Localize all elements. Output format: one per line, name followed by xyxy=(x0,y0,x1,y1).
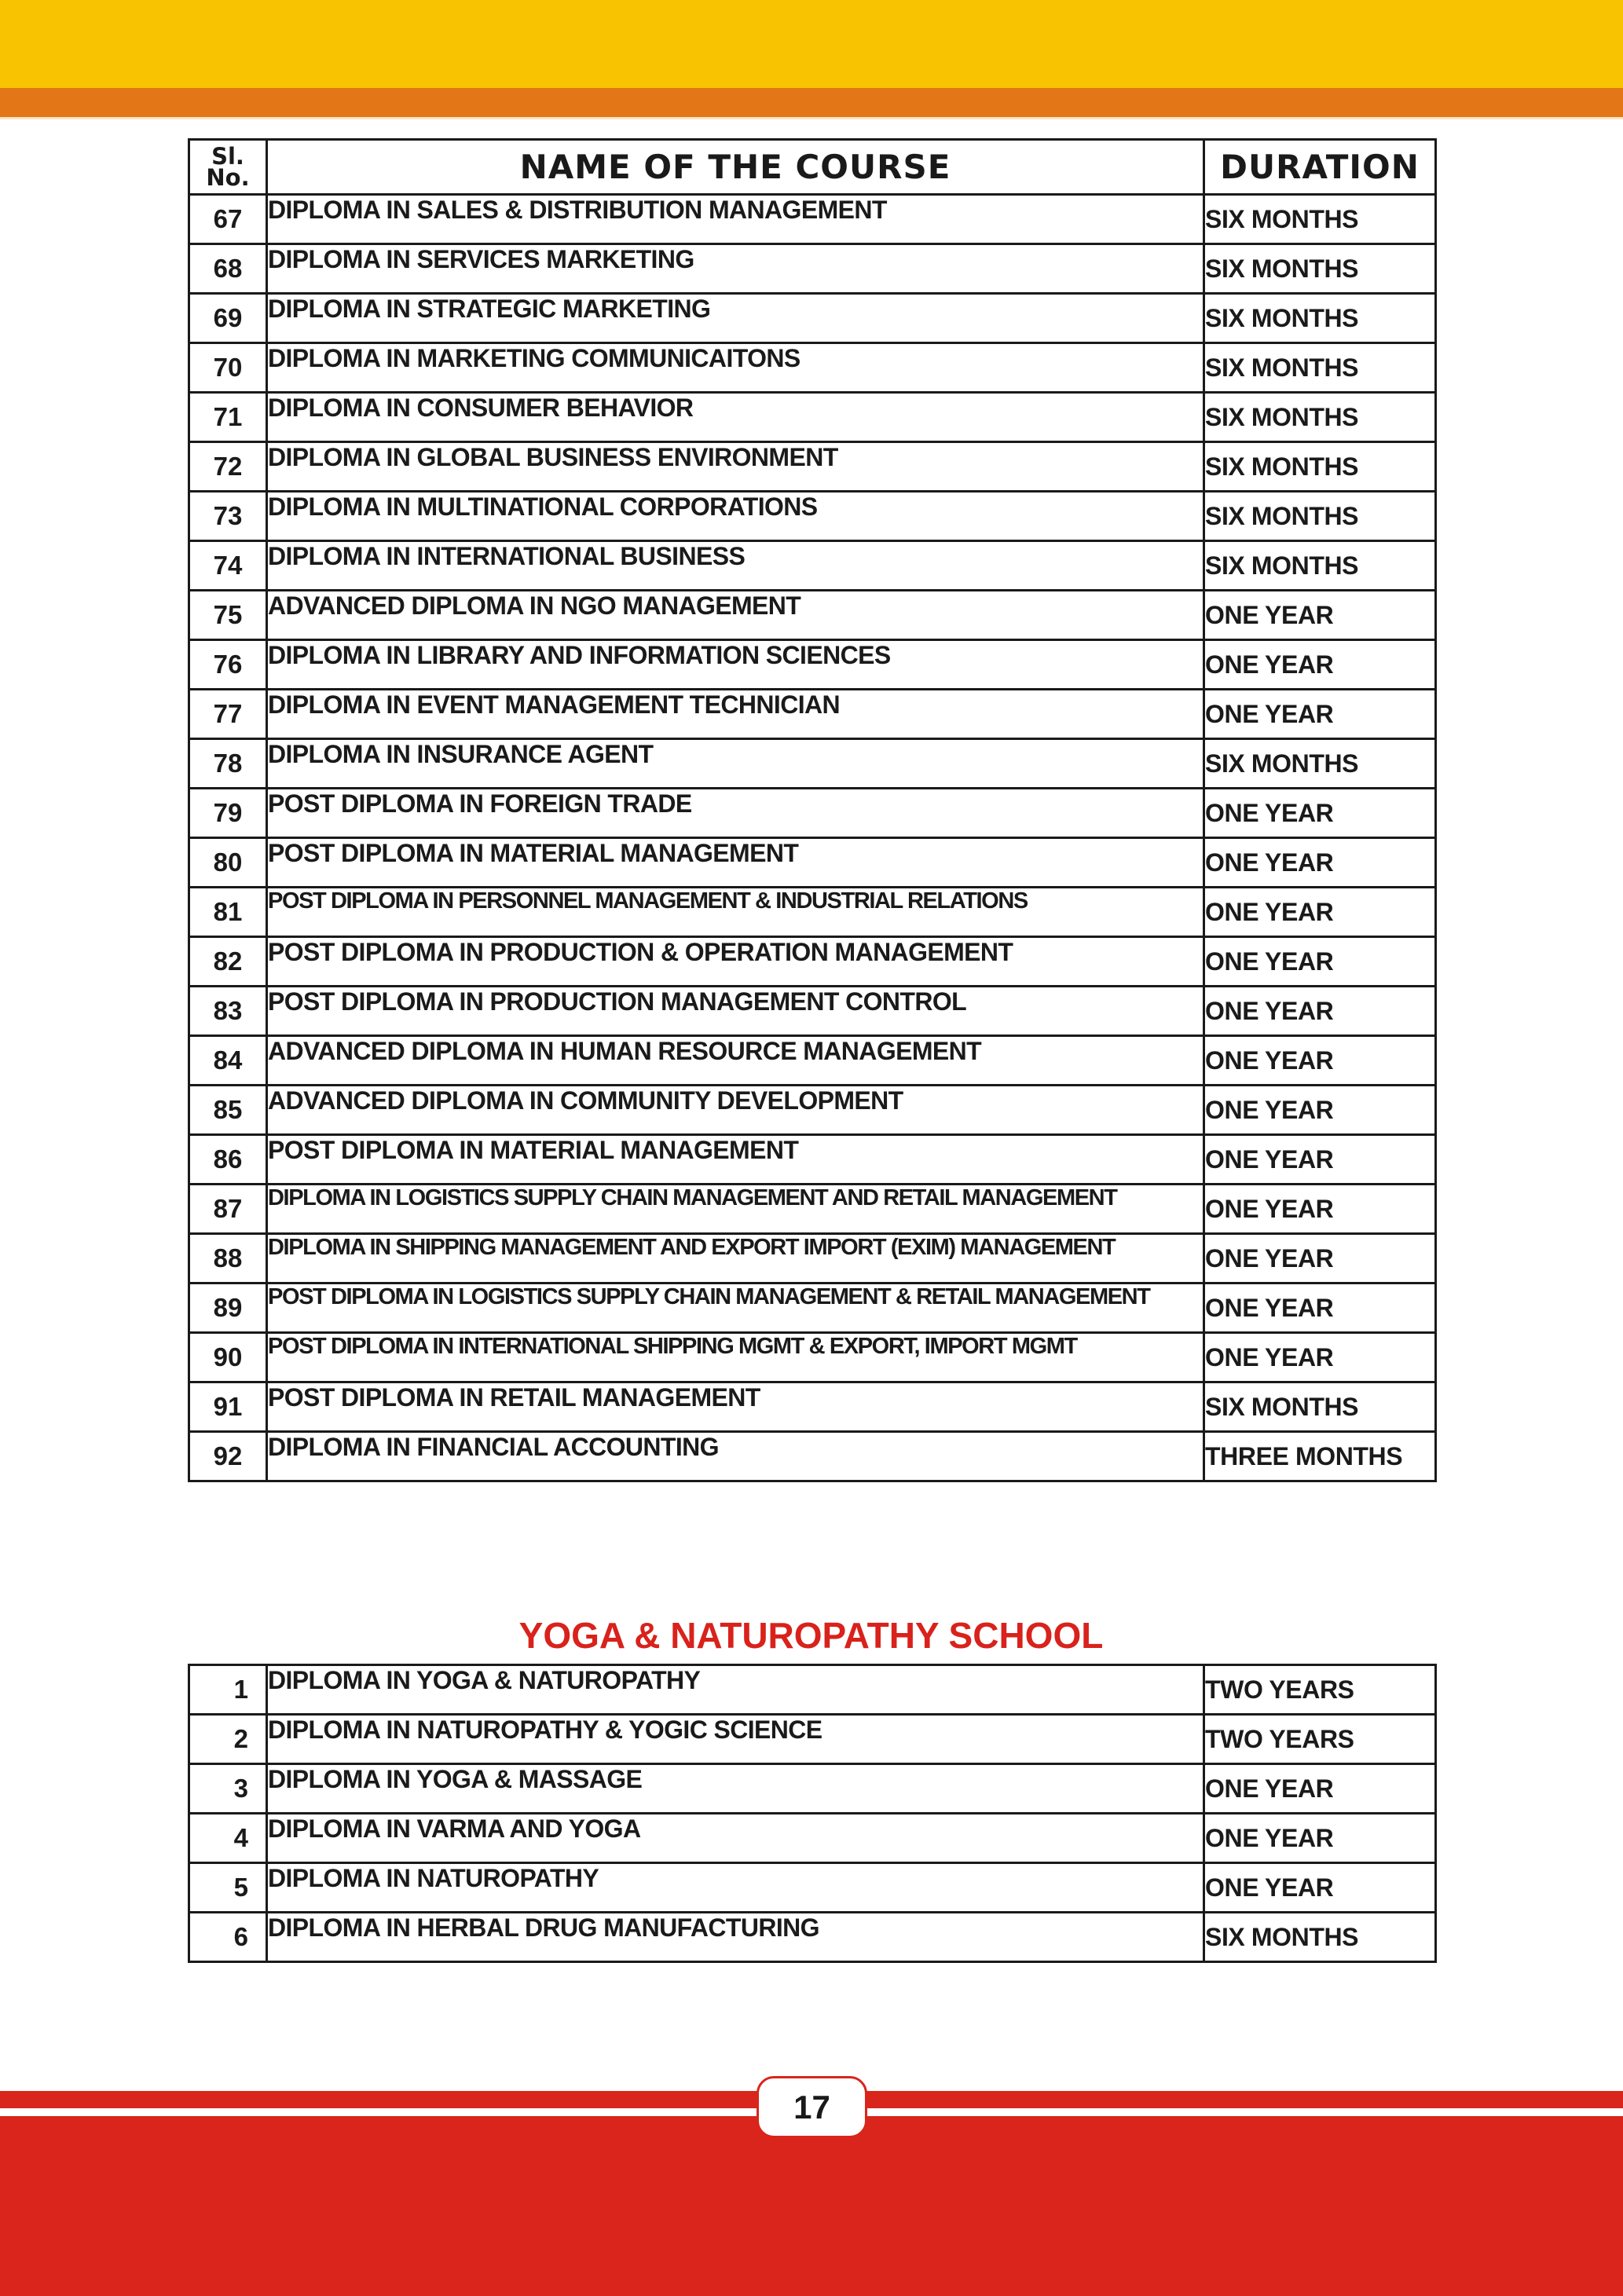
table-row xyxy=(189,789,1436,838)
course-name: DIPLOMA IN MARKETING COMMUNICAITONS xyxy=(267,343,1204,393)
serial-number: 6 xyxy=(189,1913,267,1962)
page-number-badge xyxy=(757,2076,867,2138)
serial-number: 78 xyxy=(189,739,267,789)
course-name: POST DIPLOMA IN MATERIAL MANAGEMENT xyxy=(267,838,1204,888)
course-duration: ONE YEAR xyxy=(1204,1863,1436,1913)
course-name: DIPLOMA IN STRATEGIC MARKETING xyxy=(267,294,1204,343)
course-duration: ONE YEAR xyxy=(1204,937,1436,987)
course-name: DIPLOMA IN VARMA AND YOGA xyxy=(267,1814,1204,1863)
table-row xyxy=(189,1764,1436,1814)
serial-number: 80 xyxy=(189,838,267,888)
table-row xyxy=(189,1135,1436,1185)
serial-number: 89 xyxy=(189,1283,267,1333)
course-name: POST DIPLOMA IN MATERIAL MANAGEMENT xyxy=(267,1135,1204,1185)
course-name: POST DIPLOMA IN PERSONNEL MANAGEMENT & INDUSTRIAL RELATIONS xyxy=(267,888,1204,937)
table-row xyxy=(189,1036,1436,1086)
serial-number: 70 xyxy=(189,343,267,393)
table-row xyxy=(189,1333,1436,1382)
section-title-yoga-naturopathy: YOGA & NATUROPATHY SCHOOL xyxy=(518,1615,1104,1656)
course-duration: THREE MONTHS xyxy=(1204,1432,1436,1481)
course-name: DIPLOMA IN INTERNATIONAL BUSINESS xyxy=(267,541,1204,591)
course-duration: ONE YEAR xyxy=(1204,1283,1436,1333)
course-name: DIPLOMA IN EVENT MANAGEMENT TECHNICIAN xyxy=(267,690,1204,739)
table-row xyxy=(189,640,1436,690)
serial-number: 81 xyxy=(189,888,267,937)
course-name: DIPLOMA IN CONSUMER BEHAVIOR xyxy=(267,393,1204,442)
serial-number: 90 xyxy=(189,1333,267,1382)
course-duration: ONE YEAR xyxy=(1204,1333,1436,1382)
table-row xyxy=(189,937,1436,987)
course-duration: ONE YEAR xyxy=(1204,1234,1436,1283)
column-header-duration: DURATION xyxy=(1204,140,1436,195)
course-duration: ONE YEAR xyxy=(1204,888,1436,937)
course-duration: TWO YEARS xyxy=(1204,1715,1436,1764)
serial-number: 76 xyxy=(189,640,267,690)
course-name: DIPLOMA IN SHIPPING MANAGEMENT AND EXPORT IMPORT (EXIM) MANAGEMENT xyxy=(267,1234,1204,1283)
table-row xyxy=(189,541,1436,591)
table-row xyxy=(189,1086,1436,1135)
course-duration: SIX MONTHS xyxy=(1204,195,1436,244)
serial-number: 5 xyxy=(189,1863,267,1913)
page-number: 17 xyxy=(793,2088,830,2126)
course-name: DIPLOMA IN HERBAL DRUG MANUFACTURING xyxy=(267,1913,1204,1962)
table-row xyxy=(189,294,1436,343)
serial-number: 69 xyxy=(189,294,267,343)
serial-number: 88 xyxy=(189,1234,267,1283)
course-duration: ONE YEAR xyxy=(1204,987,1436,1036)
serial-number: 68 xyxy=(189,244,267,294)
header-band-yellow xyxy=(0,0,1623,88)
table-row xyxy=(189,1913,1436,1962)
table-row xyxy=(189,1814,1436,1863)
course-duration: ONE YEAR xyxy=(1204,1814,1436,1863)
serial-header-line1: Sl. xyxy=(211,142,244,170)
course-duration: ONE YEAR xyxy=(1204,789,1436,838)
course-name: DIPLOMA IN YOGA & MASSAGE xyxy=(267,1764,1204,1814)
table-row xyxy=(189,1185,1436,1234)
course-duration: SIX MONTHS xyxy=(1204,393,1436,442)
table-row xyxy=(189,195,1436,244)
course-duration: SIX MONTHS xyxy=(1204,739,1436,789)
serial-number: 82 xyxy=(189,937,267,987)
table-row xyxy=(189,1863,1436,1913)
course-name: DIPLOMA IN SALES & DISTRIBUTION MANAGEMENT xyxy=(267,195,1204,244)
course-duration: SIX MONTHS xyxy=(1204,492,1436,541)
course-name: DIPLOMA IN GLOBAL BUSINESS ENVIRONMENT xyxy=(267,442,1204,492)
serial-number: 73 xyxy=(189,492,267,541)
table-row xyxy=(189,591,1436,640)
course-duration: ONE YEAR xyxy=(1204,1135,1436,1185)
serial-number: 92 xyxy=(189,1432,267,1481)
serial-number: 4 xyxy=(189,1814,267,1863)
course-name: DIPLOMA IN LIBRARY AND INFORMATION SCIENCES xyxy=(267,640,1204,690)
course-name: DIPLOMA IN NATUROPATHY xyxy=(267,1863,1204,1913)
table-header-row xyxy=(189,140,1436,195)
course-name: DIPLOMA IN YOGA & NATUROPATHY xyxy=(267,1665,1204,1715)
table-row xyxy=(189,1715,1436,1764)
course-name: ADVANCED DIPLOMA IN HUMAN RESOURCE MANAGEMENT xyxy=(267,1036,1204,1086)
column-header-serial xyxy=(189,140,267,195)
table-row xyxy=(189,492,1436,541)
table-row xyxy=(189,1382,1436,1432)
course-duration: ONE YEAR xyxy=(1204,690,1436,739)
course-name: ADVANCED DIPLOMA IN NGO MANAGEMENT xyxy=(267,591,1204,640)
table-row xyxy=(189,739,1436,789)
course-duration: ONE YEAR xyxy=(1204,1764,1436,1814)
table-row xyxy=(189,690,1436,739)
course-duration: ONE YEAR xyxy=(1204,640,1436,690)
course-duration: SIX MONTHS xyxy=(1204,343,1436,393)
course-name: DIPLOMA IN INSURANCE AGENT xyxy=(267,739,1204,789)
course-duration: SIX MONTHS xyxy=(1204,442,1436,492)
course-name: ADVANCED DIPLOMA IN COMMUNITY DEVELOPMENT xyxy=(267,1086,1204,1135)
course-name: POST DIPLOMA IN RETAIL MANAGEMENT xyxy=(267,1382,1204,1432)
serial-number: 77 xyxy=(189,690,267,739)
serial-number: 3 xyxy=(189,1764,267,1814)
course-name: POST DIPLOMA IN PRODUCTION & OPERATION MANAGEMENT xyxy=(267,937,1204,987)
header-band-orange xyxy=(0,88,1623,117)
table-row xyxy=(189,343,1436,393)
serial-number: 2 xyxy=(189,1715,267,1764)
table-row xyxy=(189,1283,1436,1333)
course-duration: ONE YEAR xyxy=(1204,1036,1436,1086)
serial-number: 67 xyxy=(189,195,267,244)
course-duration: SIX MONTHS xyxy=(1204,294,1436,343)
serial-number: 75 xyxy=(189,591,267,640)
course-table xyxy=(188,138,1437,1482)
table-row xyxy=(189,393,1436,442)
table-row xyxy=(189,1432,1436,1481)
course-duration: ONE YEAR xyxy=(1204,838,1436,888)
serial-number: 91 xyxy=(189,1382,267,1432)
serial-number: 1 xyxy=(189,1665,267,1715)
serial-number: 83 xyxy=(189,987,267,1036)
serial-header-line2: No. xyxy=(206,163,250,191)
course-name: DIPLOMA IN MULTINATIONAL CORPORATIONS xyxy=(267,492,1204,541)
course-duration: ONE YEAR xyxy=(1204,1086,1436,1135)
table-row xyxy=(189,888,1436,937)
course-name: DIPLOMA IN LOGISTICS SUPPLY CHAIN MANAGEMENT AND RETAIL MANAGEMENT xyxy=(267,1185,1204,1234)
table-row xyxy=(189,987,1436,1036)
course-name: DIPLOMA IN NATUROPATHY & YOGIC SCIENCE xyxy=(267,1715,1204,1764)
course-duration: SIX MONTHS xyxy=(1204,1382,1436,1432)
serial-number: 85 xyxy=(189,1086,267,1135)
yoga-course-table xyxy=(188,1664,1437,1963)
course-duration: ONE YEAR xyxy=(1204,591,1436,640)
table-row xyxy=(189,838,1436,888)
serial-number: 86 xyxy=(189,1135,267,1185)
table-row xyxy=(189,1665,1436,1715)
course-name: POST DIPLOMA IN PRODUCTION MANAGEMENT CONTROL xyxy=(267,987,1204,1036)
table-row xyxy=(189,244,1436,294)
serial-number: 74 xyxy=(189,541,267,591)
course-duration: SIX MONTHS xyxy=(1204,1913,1436,1962)
course-name: DIPLOMA IN FINANCIAL ACCOUNTING xyxy=(267,1432,1204,1481)
course-name: POST DIPLOMA IN LOGISTICS SUPPLY CHAIN MANAGEMENT & RETAIL MANAGEMENT xyxy=(267,1283,1204,1333)
serial-number: 72 xyxy=(189,442,267,492)
course-name: DIPLOMA IN SERVICES MARKETING xyxy=(267,244,1204,294)
column-header-course-name: NAME OF THE COURSE xyxy=(267,140,1204,195)
course-duration: TWO YEARS xyxy=(1204,1665,1436,1715)
footer-band xyxy=(0,2116,1623,2296)
table-row xyxy=(189,442,1436,492)
course-duration: SIX MONTHS xyxy=(1204,244,1436,294)
serial-number: 71 xyxy=(189,393,267,442)
table-row xyxy=(189,1234,1436,1283)
course-name: POST DIPLOMA IN INTERNATIONAL SHIPPING MGMT & EXPORT, IMPORT MGMT xyxy=(267,1333,1204,1382)
serial-number: 79 xyxy=(189,789,267,838)
course-duration: ONE YEAR xyxy=(1204,1185,1436,1234)
course-name: POST DIPLOMA IN FOREIGN TRADE xyxy=(267,789,1204,838)
serial-number: 87 xyxy=(189,1185,267,1234)
header-band-edge xyxy=(0,117,1623,119)
course-duration: SIX MONTHS xyxy=(1204,541,1436,591)
serial-number: 84 xyxy=(189,1036,267,1086)
